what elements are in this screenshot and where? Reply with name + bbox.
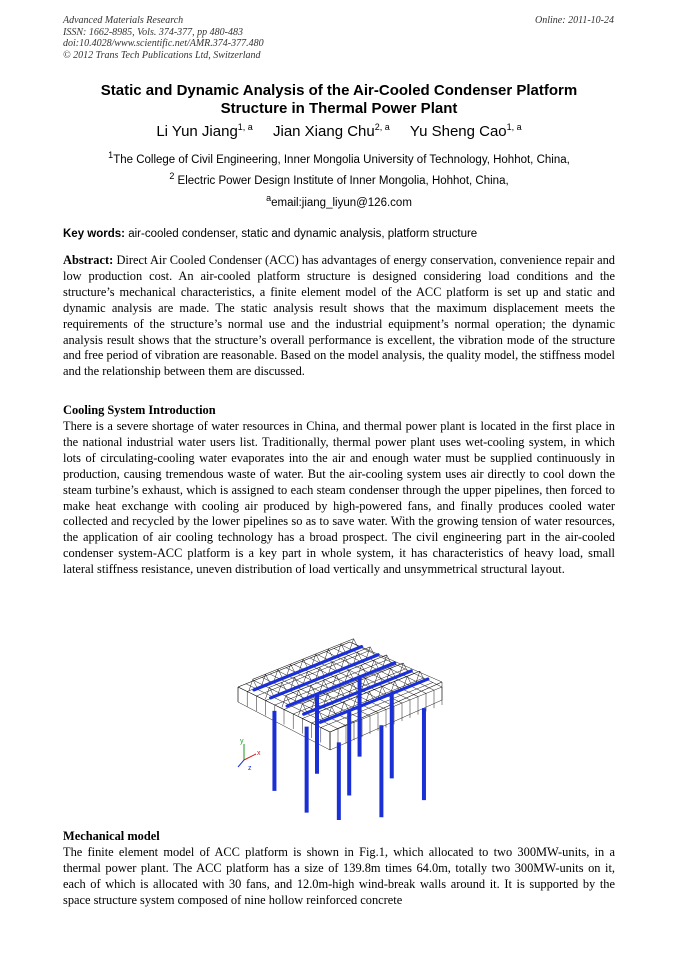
- doi-line: doi:10.4028/www.scientific.net/AMR.374-377.480: [63, 38, 264, 49]
- frame-member: [336, 675, 340, 683]
- frame-member: [387, 655, 391, 663]
- frame-member: [282, 682, 286, 690]
- x-axis-label: x: [257, 750, 261, 757]
- frame-member: [293, 669, 405, 714]
- frame-member: [311, 685, 315, 693]
- author: Yu Sheng Cao$^{1, a}$: [409, 122, 522, 140]
- copyright-line: © 2012 Trans Tech Publications Ltd, Switzerland: [63, 49, 261, 61]
- frame-member: [299, 690, 303, 698]
- frame-member: [369, 691, 373, 699]
- frame-member: [332, 662, 336, 670]
- title-line-2: Structure in Thermal Power Plant: [220, 100, 458, 117]
- frame-member: [358, 652, 362, 660]
- concrete-columns: [274, 677, 424, 820]
- issn-line: ISSN: 1662-8985, Vols. 374-377, pp 480-483: [63, 26, 243, 38]
- frame-member: [353, 683, 357, 691]
- section-heading-cooling: Cooling System Introduction: [63, 403, 216, 417]
- y-axis-label: y: [240, 738, 244, 745]
- frame-member: [269, 687, 273, 695]
- section-text-mechanical: The finite element model of ACC platform is shown in Fig.1, which allocated to two 300MW-units, in a thermal power plant. The ACC platform has a size of 139.8m times 64.0m, totally two 300MW-units on it, each of which is allocated with 30 fans, and 12.0m-high wind-break walls around it. It is supported by the space structure system composed of nine hollow reinforced concrete: [63, 845, 615, 907]
- author: Li Yun Jiang$^{1, a}$: [156, 122, 253, 140]
- frame-member: [332, 707, 336, 715]
- frame-member: [286, 695, 290, 703]
- frame-member: [407, 676, 411, 684]
- x-axis-line: [244, 754, 256, 760]
- author-email: $^a$email:jiang_liyun@126.com: [266, 193, 412, 209]
- frame-member: [354, 639, 358, 647]
- frame-member: [256, 651, 368, 696]
- frame-member: [269, 647, 370, 688]
- frame-member: [319, 712, 323, 720]
- affiliation-1: $^1$The College of Civil Engineering, Inner Mongolia University of Technology, Hohhot, China,: [108, 150, 570, 166]
- frame-member: [391, 668, 395, 676]
- frame-member: [238, 642, 350, 687]
- section-text-cooling: There is a severe shortage of water resources in China, and thermal power plant is located in the first place in the national industrial water users list. Traditionally, thermal power plant uses wet-cooling system, in which lots of circulating-cooling water evaporates into the air and enough water must be supplied continuously in production, causing tremendous waste of water. But the air-cooling system uses air directly to cool down the steam turbine’s exhaust, which is assigned to each steam condenser through the upper pipelines, then forced to make heat exchange with cooling air produced by high-powered fans, and finally produces cooled water collected and recycled by the lower pipelines so as to save water. With the growing tension of water resources, the application of air cooling technology has a broad prospect. The civil engineering part in the air-cooled condenser system-ACC platform is a key part in whole system, it has characteristics of heavy load, small lateral stiffness resistance, uneven distribution of load vertically and unsymmetrical structural layout.: [63, 419, 615, 577]
- frame-member: [374, 660, 378, 668]
- keywords-text: air-cooled condenser, static and dynamic analysis, platform structure: [128, 228, 478, 240]
- title-line-1: Static and Dynamic Analysis of the Air-Cooled Condenser Platform: [100, 82, 578, 99]
- author-list: [63, 122, 615, 140]
- keywords-label: Key words:: [63, 228, 125, 240]
- frame-member: [320, 667, 324, 675]
- frame-member: [344, 702, 348, 710]
- online-date: Online: 2011-10-24: [535, 15, 614, 26]
- frame-member: [349, 670, 353, 678]
- affiliation-2: $^2$ Electric Power Design Institute of Inner Mongolia, Hohhot, China,: [169, 171, 509, 187]
- frame-member: [382, 686, 386, 694]
- abstract-text: Direct Air Cooled Condenser (ACC) has advantages of energy conservation, convenience repair and low production cost. An air-cooled platform structure is designed considering load conditions and the structure’s mechanical characteristics, a finite element model of the ACC platform is set up and static and dynamic analysis are made. The static analysis result shows that the maximum displacement meets the requirements of the structure’s normal use and the industrial equipment’s normal operation; the dynamic analysis result shows that the structure’s overall performance is excellent, the vibration mode of the structure and free period of vibration are reasonable. Based on the model analysis, the quality model, the stiffness model and the relationship between them are discussed.: [63, 253, 615, 379]
- journal-name: Advanced Materials Research: [63, 15, 184, 26]
- acc-platform-model-figure: [230, 632, 450, 822]
- section-heading-mechanical: Mechanical model: [63, 829, 160, 843]
- axis-triad: [238, 738, 261, 772]
- journal-metadata: [63, 15, 264, 61]
- z-axis-line: [238, 760, 244, 767]
- paper-title: [63, 82, 615, 118]
- frame-member: [328, 693, 332, 701]
- author: Jian Xiang Chu$^{2, a}$: [272, 122, 390, 140]
- abstract-label: Abstract:: [63, 253, 114, 267]
- frame-member: [365, 678, 369, 686]
- frame-member: [302, 704, 306, 712]
- z-axis-label: z: [248, 765, 252, 772]
- frame-member: [420, 671, 424, 679]
- frame-member: [403, 663, 407, 671]
- abstract: [63, 253, 615, 380]
- frame-member: [295, 677, 299, 685]
- keywords: [63, 228, 615, 240]
